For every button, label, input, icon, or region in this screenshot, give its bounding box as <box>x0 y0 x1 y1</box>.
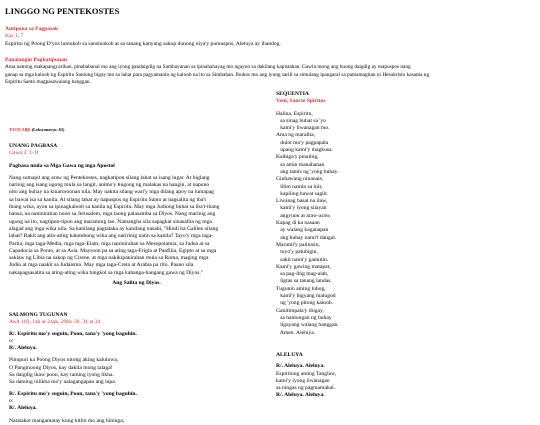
panalangin-line: ganap sa mga kaloob ng Espiritu Santong bigay mo sa lahat para pagyamanin ng kaloob na ito sa Simbahan. Ibuhos mo ang iyong sarili sa simulang ipangaral sa pamamagitan ni Hesukristo kasama ng <box>5 71 430 78</box>
sequentia-line: sa hantungan ng buhay <box>276 314 332 321</box>
reading-line: nito ang buhay na kinaroroonan nila. May nakita silang wari'y mga dilang apoy na lumapag <box>9 189 214 196</box>
reading-line: Nang sumapit ang araw ng Pentekostes, nagkatipon silang lahat sa isang lugar. At biglang <box>9 174 210 181</box>
sequentia-line: ligtas sa tanang landas. <box>276 278 332 285</box>
antipona-ref: Kar 1, 7 <box>5 33 24 40</box>
sequentia-line: dulot mo'y pagpapala <box>276 139 329 146</box>
salmo-response: R/. Espiritu mo'y suguin, Poon, tana'y 'yong baguhin. <box>9 330 137 337</box>
sequentia-line: Kapag di ka nasaan <box>276 220 320 227</box>
panalangin-line: Espiritu Santo magpasawalang hanggan. <box>5 78 91 85</box>
reading-line: sa bawat isa sa kanila. At silang lahat ay napuspos ng Espiritu Santo at nagsalita ng iba't <box>9 196 206 203</box>
sequentia-line: Amen. Aleluya. <box>276 329 316 336</box>
salmo-stanza-line: Sa daigdig ikaw poon, kay raming iyong likha. <box>9 372 114 379</box>
panalangin-section <box>5 57 535 86</box>
antipona-text: Espiritu ng Poong D'yos lumukob sa sansinukob at sa tanang kanyang sakop dunong niya'y pumuspos, Aleluya ay ihandog. <box>5 40 281 47</box>
sequentia-line: sa pag-ibig mag-alab, <box>276 271 329 278</box>
sequentia-line: tuyo'y patubigin, <box>276 249 318 256</box>
reading-line: saklaw ng Libia na sakop ng Cirene, at mga nakikipanirahan mula sa Roma, maging mga <box>9 255 209 262</box>
sequentia-line: Halina, Espiritu, <box>276 110 313 117</box>
sequentia-line: ang tamis ng 'yong buhay. <box>276 168 339 175</box>
salmo-aleluya: R/. Aleluya. <box>9 405 37 412</box>
panalangin-heading: Panalangin Pagkatipunan <box>5 57 68 63</box>
sequentia-line: ang buhay nami't dangal. <box>276 234 337 241</box>
sequentia-subheading: Veni, Sancte Spiritus <box>276 98 326 105</box>
sequentia-heading: SEQUENTIA <box>276 91 309 97</box>
reading-line: alagad ang mga wika nila. Sa kanilang pagtataka ay kanilang nasabi, "Hindi ba Galileo silang <box>9 225 219 232</box>
salmo-response: R/. Espiritu mo'y suguin, Poon, tana'y 'yong baguhin. <box>9 390 137 397</box>
salmo-stanza-line: O Panginoong Diyos, kay dakila mong talaga! <box>9 364 113 371</box>
reading-line: lahat? Bakit ang atin-ating katutubong wika ang naririnig natin sa kanila? Tayo'y mga taga- <box>9 233 214 240</box>
reading-line: Judio at mga naakit sa Judaismo. May mga taga-Creta at Arabia pa rito. Paano sila <box>9 262 194 269</box>
sequentia-line: Tugunin aming luhog, <box>276 285 326 292</box>
sequentia-line: ligayang walang hanggan. <box>276 322 339 329</box>
salmo-or: o: <box>9 397 14 404</box>
taon-label <box>9 126 259 133</box>
taon-abk: TAON ABK <box>9 127 31 132</box>
salmo-heading: SALMONG TUGUNAN <box>9 312 68 318</box>
unang-pagbasa-ref: Gawa 2, 1-11 <box>9 150 40 157</box>
salmo-ref: Awit 103, 1ab at 24ak. 29bk-30. 31 at 34 <box>9 319 101 326</box>
salmo-section <box>9 312 264 425</box>
panalangin-line: Ama naming makapangyarihan, pinababanal mo ang iyong pandaigdig na Sambayanan sa ipinahahayag mo ngayon sa dakilang kapistahan. Gawin mong ang buong daigdig ay mapuspos nang <box>5 64 411 71</box>
reading-closing: Ang Salita ng Diyos. <box>112 280 161 287</box>
aleluya-line: kami'y iyong liwanagan <box>276 377 330 384</box>
sequentia-line: upang kami'y magkusa. <box>276 147 333 154</box>
sequentia-line: angyuon at araw-araw. <box>276 212 331 219</box>
antipona-section <box>5 26 535 48</box>
aleluya-section <box>276 352 534 400</box>
reading-line: ibang wika, ayon sa ipinagkaloob sa kanila ng Espiritu. May mga Judiong buhat sa iba't-ibang <box>9 204 220 211</box>
aleluya-heading: ALELUYA <box>276 352 303 358</box>
aleluya-line: sa ningas ng pagmamahal. <box>276 385 336 392</box>
aleluya-line: Espiritung aming Tanglaw, <box>276 370 337 377</box>
sequentia-line: Ginhawang ninanais, <box>276 176 324 183</box>
sequentia-line: kami'y liwanagan mo. <box>276 125 330 132</box>
unang-pagbasa-heading: UNANG PAGBASA <box>9 143 58 149</box>
salmo-or: o: <box>9 337 14 344</box>
reading-line: narinig ang isang ugong mula sa langit, animo'y hugong ng malakas na hangin, at napuno <box>9 182 210 189</box>
sequentia-line: kami'y bigyang malugod <box>276 293 336 300</box>
reading-line: Partia, mga taga-Media, mga taga-Elam; mga naninirahan sa Mesopotamia, sa Judea at sa <box>9 240 210 247</box>
page-title: LINGGO NG PENTEKOSTES <box>5 6 120 16</box>
sequentia-lines <box>276 111 534 337</box>
sequentia-line: Ganitimpala'y ibigay, <box>276 307 324 314</box>
sequentia-line: kapiling bawat saglit. <box>276 190 329 197</box>
salmo-stanza-line: Sa daming nilikha mo'y nalagangapan ang lupa. <box>9 379 117 386</box>
reading-line: ugong na ito, nagtipon-tipon ang maraming tao. Namangha sila sapagkat sinasalita ng mga <box>9 218 212 225</box>
salmo-aleluya: R/. Aleluya. <box>9 345 37 352</box>
sequentia-line: Marumi'y palinisin, <box>276 241 320 248</box>
salmo-last-line: Natatakot mangamatay kung kitlin mo ang hininga; <box>9 417 125 424</box>
sequentia-line: ay walang kaganapan <box>276 227 329 234</box>
unang-pagbasa-section <box>9 143 264 287</box>
sequentia-line: ng 'yong pitong kaloob. <box>276 300 334 307</box>
antipona-heading: Antipona sa Pagpasok <box>5 26 59 32</box>
sequentia-section <box>276 91 534 337</box>
sequentia-line: Ama ng maralita, <box>276 132 315 139</box>
salmo-stanza-line: Pinupuri ka Poong Diyos nitong aking kaluluwa, <box>9 357 119 364</box>
unang-pagbasa-subtitle: Pagbasa mula sa Mga Gawa ng mga Apostol <box>9 162 115 169</box>
sequentia-line: kami'y iyong silayan <box>276 205 327 212</box>
leksyonaryo-note: (Leksyonaryo: 63) <box>31 127 65 132</box>
sequentia-line: Liwanag basal na ilaw, <box>276 198 328 205</box>
reading-line: Capadocia sa Ponto, at sa Asia. Mayroon pa sa ating taga-Frigia at Panfilia, Egipto at sa mga <box>9 247 217 254</box>
sequentia-line: Kaibiga'y pinaibig, <box>276 154 319 161</box>
aleluya-response: R/. Aleluya. Aleluya. <box>276 363 325 370</box>
sequentia-line: sa sinag buhat sa 'yo <box>276 117 326 124</box>
sequentia-line: Kami'y gawing matapat, <box>276 263 331 270</box>
sequentia-line: sa amin manahanan <box>276 161 325 168</box>
reading-line: nakapagsasalita sa ating-ating wika tungkol sa mga kahanga-hangang gawa ng Diyos." <box>9 269 204 276</box>
reading-line: bansa, na naninirahan noon sa Jerusalem, mga taong palasamba sa Diyos. Nang marinig ang <box>9 211 216 218</box>
aleluya-closing: R/. Aleluya. Aleluya. <box>276 392 325 399</box>
sequentia-line: sakit nami'y gamutin. <box>276 256 329 263</box>
sequentia-line: lilim namin sa init, <box>276 183 323 190</box>
